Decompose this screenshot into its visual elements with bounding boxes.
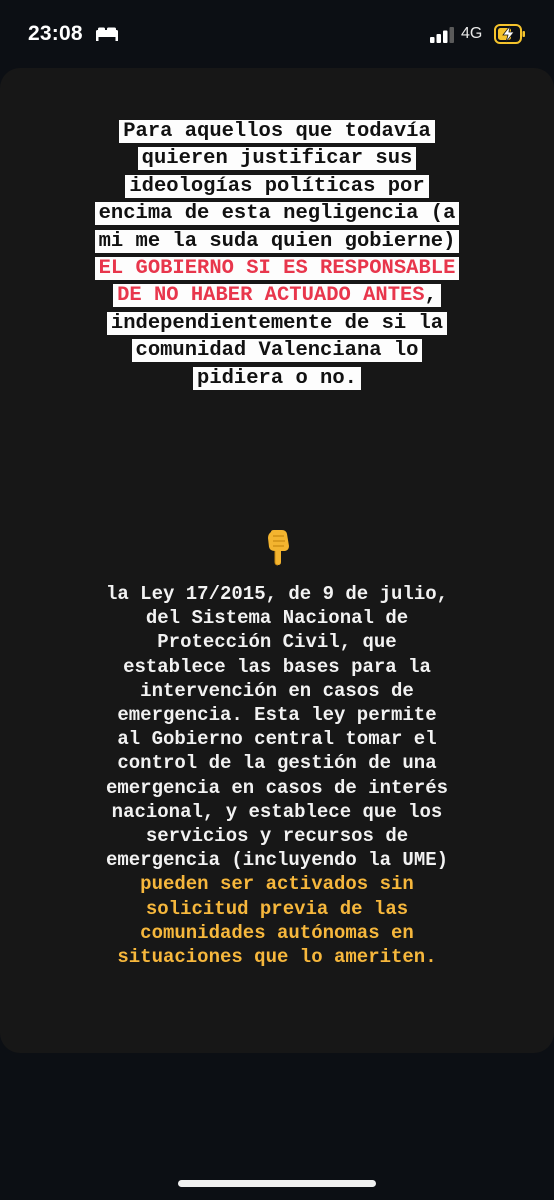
body-line: control de la gestión de una: [117, 752, 437, 775]
body-line: establece las bases para la: [123, 655, 431, 678]
body-line: intervención en casos de: [140, 679, 414, 702]
statement-line: independientemente de si la: [107, 312, 447, 335]
home-indicator[interactable]: [178, 1180, 376, 1187]
statement-line: comunidad Valenciana lo: [132, 339, 423, 362]
statement-line: mi me la suda quien gobierne): [95, 230, 460, 253]
body-line: del Sistema Nacional de: [145, 607, 409, 630]
highlight-line: situaciones que lo ameriten.: [117, 946, 437, 969]
network-type: 4G: [461, 25, 483, 42]
statement-line: pidiera o no.: [193, 367, 361, 390]
body-line: nacional, y establece que los: [111, 800, 443, 823]
law-explanation: [0, 582, 554, 969]
battery-charging-icon: [494, 24, 526, 49]
body-line: emergencia. Esta ley permite: [117, 704, 437, 727]
body-line: Protección Civil, que: [157, 631, 397, 654]
status-bar: [0, 0, 554, 70]
statement-red-line: DE NO HABER ACTUADO ANTES: [117, 284, 425, 308]
cellular-signal-icon: [430, 27, 456, 48]
body-line: la Ley 17/2015, de 9 de julio,: [105, 583, 449, 605]
body-line: servicios y recursos de: [145, 825, 409, 848]
statement-red-line: EL GOBIERNO SI ES RESPONSABLE: [95, 257, 460, 280]
body-line: emergencia (incluyendo la UME): [105, 849, 449, 872]
highlighted-statement: [0, 118, 554, 392]
highlight-line: pueden ser activados sin: [140, 873, 414, 896]
highlight-line: solicitud previa de las: [145, 897, 409, 920]
status-time: 23:08: [28, 22, 83, 45]
body-line: al Gobierno central tomar el: [117, 728, 437, 751]
statement-line: Para aquellos que todavía: [119, 120, 435, 143]
highlight-line: comunidades autónomas en: [140, 921, 414, 944]
statement-comma: ,: [424, 284, 437, 308]
statement-line: ideologías políticas por: [125, 175, 428, 198]
body-line: emergencia en casos de interés: [105, 776, 449, 799]
pointing-down-icon: [263, 530, 293, 566]
bed-icon: [95, 27, 119, 46]
statement-line: encima de esta negligencia (a: [95, 202, 460, 225]
statement-line: quieren justificar sus: [138, 147, 417, 170]
